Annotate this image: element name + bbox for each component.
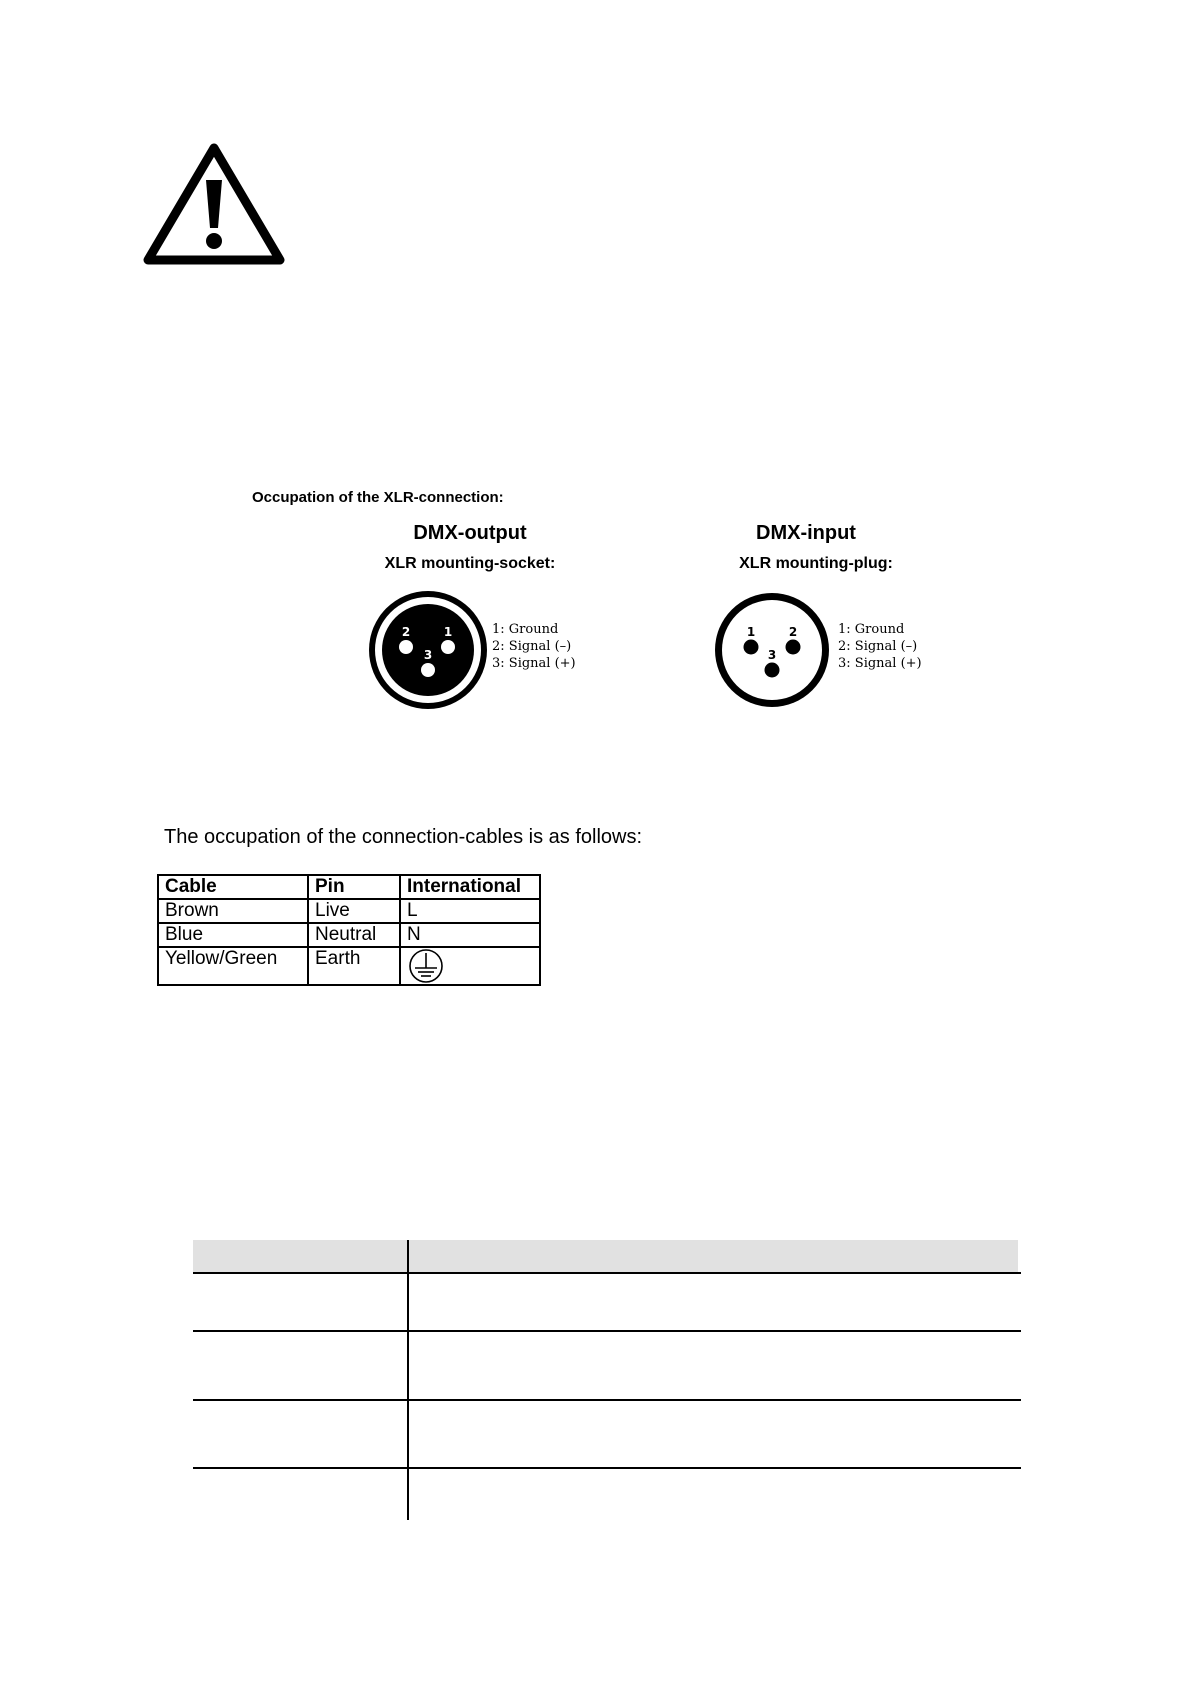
international-cell bbox=[400, 947, 540, 985]
international-cell: N bbox=[400, 923, 540, 947]
xlr-socket-diagram bbox=[366, 588, 490, 712]
plug-pin-legend bbox=[838, 621, 922, 672]
dmx-input-title: DMX-input bbox=[756, 522, 856, 544]
plug-pin-label-2: 2 bbox=[788, 625, 798, 639]
empty-table-row-divider bbox=[193, 1467, 1021, 1469]
socket-pin-label-2: 2 bbox=[401, 625, 411, 639]
cable-table bbox=[157, 874, 541, 986]
plug-pin-2 bbox=[786, 640, 801, 655]
socket-legend-pin-3: 3: Signal (+) bbox=[492, 656, 576, 671]
empty-table-row-divider bbox=[193, 1330, 1021, 1332]
xlr-plug-diagram bbox=[712, 590, 832, 710]
empty-table-row-divider bbox=[193, 1399, 1021, 1401]
dmx-input-subtitle: XLR mounting-plug: bbox=[739, 555, 893, 572]
socket-pin-1 bbox=[441, 640, 455, 654]
xlr-caption: Occupation of the XLR-connection: bbox=[252, 489, 504, 506]
plug-legend-pin-3: 3: Signal (+) bbox=[838, 656, 922, 671]
plug-legend-pin-2: 2: Signal (–) bbox=[838, 639, 918, 654]
dmx-output-title: DMX-output bbox=[413, 522, 527, 544]
socket-legend-pin-2: 2: Signal (–) bbox=[492, 639, 572, 654]
table-row bbox=[158, 947, 540, 985]
dmx-output-subtitle: XLR mounting-socket: bbox=[384, 555, 556, 572]
plug-pin-1 bbox=[744, 640, 759, 655]
empty-table bbox=[193, 1240, 1021, 1520]
cable-table-header-row bbox=[158, 875, 540, 899]
plug-pin-label-3: 3 bbox=[767, 648, 777, 662]
pin-cell: Live bbox=[308, 899, 400, 923]
warning-triangle-icon bbox=[142, 140, 286, 268]
socket-pin-2 bbox=[399, 640, 413, 654]
cable-cell: Yellow/Green bbox=[158, 947, 308, 985]
cable-header-international: International bbox=[400, 875, 540, 899]
socket-pin-3 bbox=[421, 663, 435, 677]
cable-heading: The occupation of the connection-cables is as follows: bbox=[164, 826, 643, 848]
socket-legend-pin-1: 1: Ground bbox=[492, 622, 559, 637]
socket-pin-label-3: 3 bbox=[423, 648, 433, 662]
earth-ground-icon bbox=[407, 948, 445, 984]
table-row bbox=[158, 899, 540, 923]
socket-pin-label-1: 1 bbox=[443, 625, 453, 639]
table-row bbox=[158, 923, 540, 947]
empty-table-header bbox=[193, 1240, 1018, 1272]
plug-pin-label-1: 1 bbox=[746, 625, 756, 639]
empty-table-column-divider bbox=[407, 1240, 409, 1520]
cable-header-pin: Pin bbox=[308, 875, 400, 899]
international-cell: L bbox=[400, 899, 540, 923]
cable-cell: Blue bbox=[158, 923, 308, 947]
socket-pin-legend bbox=[492, 621, 576, 672]
plug-pin-3 bbox=[765, 663, 780, 678]
cable-header-cable: Cable bbox=[158, 875, 308, 899]
empty-table-row-divider bbox=[193, 1272, 1021, 1274]
pin-cell: Earth bbox=[308, 947, 400, 985]
pin-cell: Neutral bbox=[308, 923, 400, 947]
cable-cell: Brown bbox=[158, 899, 308, 923]
plug-legend-pin-1: 1: Ground bbox=[838, 622, 905, 637]
